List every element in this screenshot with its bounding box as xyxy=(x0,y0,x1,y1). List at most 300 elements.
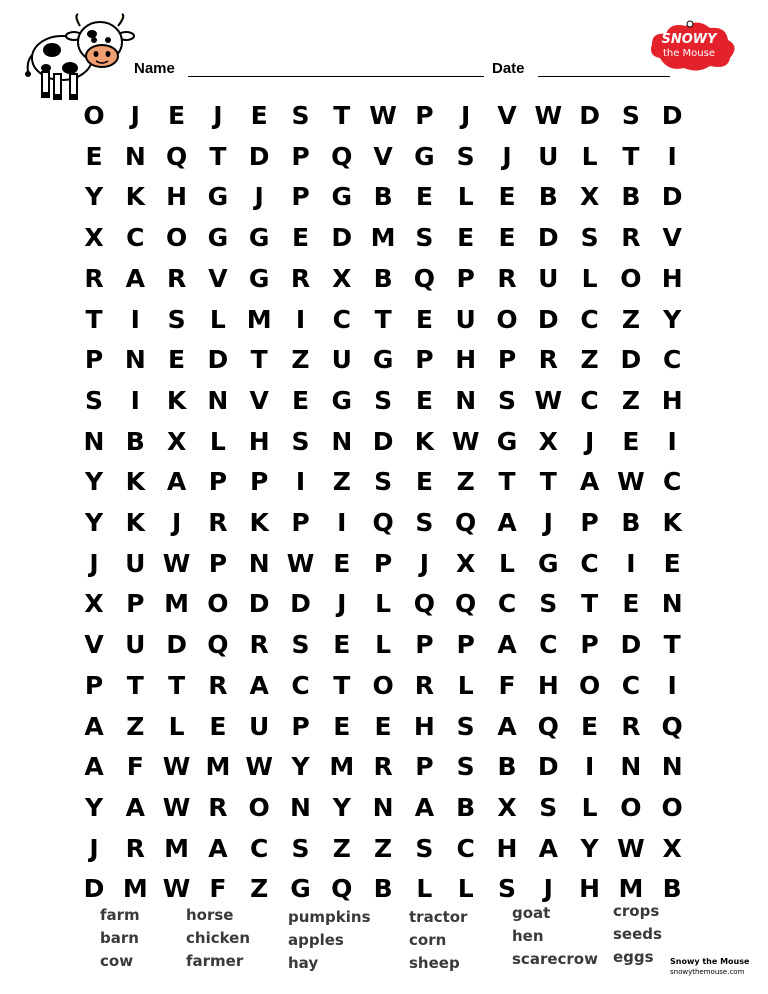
grid-letter[interactable]: N xyxy=(290,792,311,822)
grid-letter[interactable]: X xyxy=(456,548,476,578)
grid-letter[interactable]: P xyxy=(415,345,434,375)
grid-letter[interactable]: S xyxy=(415,223,434,253)
grid-letter[interactable]: S xyxy=(497,385,516,415)
grid-letter[interactable]: C xyxy=(580,304,599,334)
grid-letter[interactable]: X xyxy=(332,263,352,293)
grid-letter[interactable]: E xyxy=(333,630,351,660)
grid-letter[interactable]: A xyxy=(84,752,104,782)
grid-letter[interactable]: N xyxy=(83,426,105,456)
grid-letter[interactable]: K xyxy=(125,508,145,537)
grid-letter[interactable]: O xyxy=(578,670,601,700)
grid-letter[interactable]: O xyxy=(496,304,518,334)
grid-letter[interactable]: L xyxy=(168,711,185,741)
grid-letter[interactable]: V xyxy=(84,630,104,660)
grid-letter[interactable]: P xyxy=(84,670,104,700)
grid-letter[interactable]: E xyxy=(250,101,268,130)
grid-letter[interactable]: E xyxy=(415,385,433,415)
grid-letter[interactable]: L xyxy=(457,874,474,904)
grid-letter[interactable]: T xyxy=(333,101,351,130)
grid-letter[interactable]: W xyxy=(617,833,645,863)
grid-letter[interactable]: P xyxy=(208,548,228,578)
grid-letter[interactable]: I xyxy=(337,508,347,537)
grid-letter[interactable]: B xyxy=(373,182,393,212)
grid-letter[interactable]: S xyxy=(291,833,310,863)
grid-letter[interactable]: P xyxy=(456,263,475,293)
grid-letter[interactable]: Q xyxy=(165,141,188,171)
grid-letter[interactable]: W xyxy=(534,385,563,415)
grid-letter[interactable]: X xyxy=(166,426,187,456)
grid-letter[interactable]: H xyxy=(661,385,683,415)
grid-letter[interactable]: Q xyxy=(372,508,394,537)
grid-letter[interactable]: E xyxy=(622,589,640,619)
grid-letter[interactable]: E xyxy=(85,141,103,171)
grid-letter[interactable]: S xyxy=(415,508,434,537)
grid-letter[interactable]: A xyxy=(538,833,558,863)
grid-letter[interactable]: C xyxy=(663,345,682,375)
grid-letter[interactable]: U xyxy=(249,711,270,741)
grid-letter[interactable]: E xyxy=(168,345,186,375)
grid-letter[interactable]: I xyxy=(584,752,595,782)
grid-letter[interactable]: H xyxy=(166,182,188,212)
grid-letter[interactable]: J xyxy=(89,833,99,863)
grid-letter[interactable]: G xyxy=(538,548,559,578)
grid-letter[interactable]: I xyxy=(295,304,306,334)
grid-letter[interactable]: A xyxy=(497,630,517,660)
grid-letter[interactable]: Q xyxy=(331,874,353,904)
grid-letter[interactable]: P xyxy=(456,630,475,660)
grid-letter[interactable]: S xyxy=(539,792,558,822)
grid-letter[interactable]: Q xyxy=(661,711,683,741)
grid-letter[interactable]: S xyxy=(456,711,475,741)
grid-letter[interactable]: G xyxy=(248,223,270,253)
grid-letter[interactable]: D xyxy=(290,589,311,619)
grid-letter[interactable]: Q xyxy=(413,263,436,293)
grid-letter[interactable]: Z xyxy=(126,711,145,741)
grid-letter[interactable]: O xyxy=(372,670,394,700)
grid-letter[interactable]: D xyxy=(207,345,229,375)
grid-letter[interactable]: J xyxy=(461,101,471,130)
grid-letter[interactable]: S xyxy=(84,385,103,415)
grid-letter[interactable]: R xyxy=(621,223,641,253)
grid-letter[interactable]: J xyxy=(543,508,553,537)
grid-letter[interactable]: J xyxy=(89,548,99,578)
grid-letter[interactable]: D xyxy=(537,223,559,253)
grid-letter[interactable]: Q xyxy=(207,630,229,660)
grid-letter[interactable]: K xyxy=(125,182,145,212)
grid-letter[interactable]: N xyxy=(455,385,477,415)
grid-letter[interactable]: L xyxy=(375,630,392,660)
grid-letter[interactable]: S xyxy=(374,467,393,497)
grid-letter[interactable]: S xyxy=(291,101,310,130)
grid-letter[interactable]: J xyxy=(171,508,182,537)
grid-letter[interactable]: C xyxy=(126,223,145,253)
grid-letter[interactable]: Y xyxy=(663,304,682,334)
grid-letter[interactable]: H xyxy=(413,711,435,741)
grid-letter[interactable]: X xyxy=(84,589,104,619)
grid-letter[interactable]: N xyxy=(207,385,229,415)
grid-letter[interactable]: L xyxy=(209,426,226,456)
grid-letter[interactable]: S xyxy=(539,589,558,619)
grid-letter[interactable]: G xyxy=(496,426,518,456)
grid-letter[interactable]: I xyxy=(626,548,636,578)
grid-letter[interactable]: P xyxy=(415,101,434,130)
grid-letter[interactable]: W xyxy=(286,548,315,578)
grid-letter[interactable]: T xyxy=(498,467,516,497)
grid-letter[interactable]: H xyxy=(537,670,559,700)
grid-letter[interactable]: E xyxy=(581,711,599,741)
grid-letter[interactable]: I xyxy=(667,426,677,456)
grid-letter[interactable]: X xyxy=(497,792,517,822)
grid-letter[interactable]: I xyxy=(667,141,677,171)
grid-letter[interactable]: V xyxy=(662,223,682,253)
grid-letter[interactable]: B xyxy=(373,874,393,904)
grid-letter[interactable]: A xyxy=(84,711,104,741)
grid-letter[interactable]: P xyxy=(415,752,434,782)
grid-letter[interactable]: E xyxy=(333,548,351,578)
grid-letter[interactable]: M xyxy=(122,874,148,904)
grid-letter[interactable]: W xyxy=(245,752,273,782)
grid-letter[interactable]: S xyxy=(415,833,434,863)
grid-letter[interactable]: P xyxy=(291,508,310,537)
grid-letter[interactable]: S xyxy=(291,426,310,456)
grid-letter[interactable]: S xyxy=(456,141,475,171)
grid-letter[interactable]: M xyxy=(164,833,190,863)
grid-letter[interactable]: P xyxy=(580,508,599,537)
grid-letter[interactable]: J xyxy=(130,101,140,130)
grid-letter[interactable]: A xyxy=(125,792,145,822)
grid-letter[interactable]: V xyxy=(249,385,269,415)
grid-letter[interactable]: Q xyxy=(455,589,477,619)
grid-letter[interactable]: I xyxy=(130,385,140,415)
grid-letter[interactable]: S xyxy=(167,304,186,334)
grid-letter[interactable]: Q xyxy=(537,711,559,741)
grid-letter[interactable]: P xyxy=(497,345,517,375)
grid-letter[interactable]: S xyxy=(580,223,599,253)
grid-letter[interactable]: H xyxy=(579,874,601,904)
grid-letter[interactable]: C xyxy=(497,589,517,619)
grid-letter[interactable]: P xyxy=(291,711,310,741)
grid-letter[interactable]: N xyxy=(124,345,146,375)
grid-letter[interactable]: L xyxy=(581,263,598,293)
grid-letter[interactable]: C xyxy=(291,670,310,700)
grid-letter[interactable]: L xyxy=(457,182,474,212)
grid-letter[interactable]: G xyxy=(372,345,394,375)
grid-letter[interactable]: D xyxy=(83,874,105,904)
grid-letter[interactable]: H xyxy=(455,345,477,375)
grid-letter[interactable]: D xyxy=(661,182,683,212)
grid-letter[interactable]: Y xyxy=(291,752,310,782)
grid-letter[interactable]: G xyxy=(331,385,353,415)
grid-letter[interactable]: H xyxy=(496,833,518,863)
grid-letter[interactable]: D xyxy=(620,630,642,660)
grid-letter[interactable]: W xyxy=(534,101,563,130)
grid-letter[interactable]: J xyxy=(543,874,553,904)
grid-letter[interactable]: O xyxy=(165,223,188,253)
grid-letter[interactable]: C xyxy=(539,630,558,660)
grid-letter[interactable]: U xyxy=(538,263,559,293)
grid-letter[interactable]: S xyxy=(291,630,310,660)
grid-letter[interactable]: C xyxy=(332,304,351,334)
grid-letter[interactable]: P xyxy=(291,182,310,212)
grid-letter[interactable]: E xyxy=(498,182,516,212)
grid-letter[interactable]: V xyxy=(373,141,393,171)
grid-letter[interactable]: X xyxy=(579,182,600,212)
grid-letter[interactable]: P xyxy=(84,345,104,375)
grid-letter[interactable]: P xyxy=(126,589,145,619)
grid-letter[interactable]: V xyxy=(208,263,228,293)
grid-letter[interactable]: L xyxy=(375,589,392,619)
grid-letter[interactable]: R xyxy=(373,752,393,782)
grid-letter[interactable]: M xyxy=(618,874,644,904)
grid-letter[interactable]: A xyxy=(497,508,517,537)
grid-letter[interactable]: A xyxy=(208,833,228,863)
grid-letter[interactable]: O xyxy=(661,792,683,822)
grid-letter[interactable]: U xyxy=(125,548,146,578)
grid-letter[interactable]: T xyxy=(126,670,144,700)
grid-letter[interactable]: U xyxy=(538,141,559,171)
grid-letter[interactable]: Y xyxy=(84,467,104,497)
name-line[interactable] xyxy=(188,76,484,77)
grid-letter[interactable]: N xyxy=(124,141,146,171)
grid-letter[interactable]: N xyxy=(661,752,683,782)
grid-letter[interactable]: P xyxy=(415,630,434,660)
grid-letter[interactable]: G xyxy=(290,874,311,904)
grid-letter[interactable]: K xyxy=(414,426,435,456)
grid-letter[interactable]: L xyxy=(209,304,226,334)
grid-letter[interactable]: Y xyxy=(84,792,104,822)
grid-letter[interactable]: D xyxy=(661,101,683,130)
grid-letter[interactable]: B xyxy=(662,874,682,904)
grid-letter[interactable]: R xyxy=(208,792,228,822)
grid-letter[interactable]: B xyxy=(373,263,393,293)
grid-letter[interactable]: T xyxy=(374,304,392,334)
grid-letter[interactable]: T xyxy=(663,630,681,660)
grid-letter[interactable]: J xyxy=(254,182,264,212)
grid-letter[interactable]: P xyxy=(291,141,310,171)
grid-letter[interactable]: J xyxy=(502,141,512,171)
grid-letter[interactable]: L xyxy=(499,548,515,578)
grid-letter[interactable]: T xyxy=(581,589,599,619)
grid-letter[interactable]: L xyxy=(416,874,433,904)
grid-letter[interactable]: X xyxy=(662,833,682,863)
grid-letter[interactable]: B xyxy=(456,792,476,822)
grid-letter[interactable]: E xyxy=(209,711,227,741)
grid-letter[interactable]: O xyxy=(620,263,642,293)
grid-letter[interactable]: B xyxy=(621,182,641,212)
grid-letter[interactable]: E xyxy=(663,548,681,578)
grid-letter[interactable]: D xyxy=(620,345,642,375)
grid-letter[interactable]: D xyxy=(248,141,270,171)
grid-letter[interactable]: X xyxy=(84,223,104,253)
grid-letter[interactable]: R xyxy=(84,263,104,293)
grid-letter[interactable]: T xyxy=(333,670,351,700)
grid-letter[interactable]: N xyxy=(331,426,353,456)
grid-letter[interactable]: X xyxy=(538,426,558,456)
grid-letter[interactable]: G xyxy=(414,141,435,171)
grid-letter[interactable]: Y xyxy=(580,833,599,863)
grid-letter[interactable]: Y xyxy=(84,508,104,537)
date-line[interactable] xyxy=(538,76,670,77)
grid-letter[interactable]: W xyxy=(162,874,191,904)
grid-letter[interactable]: F xyxy=(209,874,227,904)
grid-letter[interactable]: G xyxy=(331,182,353,212)
grid-letter[interactable]: B xyxy=(621,508,641,537)
grid-letter[interactable]: N xyxy=(620,752,642,782)
grid-letter[interactable]: W xyxy=(369,101,397,130)
grid-letter[interactable]: Z xyxy=(621,385,640,415)
grid-letter[interactable]: Z xyxy=(291,345,310,375)
grid-letter[interactable]: M xyxy=(329,752,355,782)
grid-letter[interactable]: M xyxy=(246,304,272,334)
grid-letter[interactable]: A xyxy=(497,711,517,741)
grid-letter[interactable]: Z xyxy=(332,467,351,497)
grid-letter[interactable]: R xyxy=(414,670,435,700)
grid-letter[interactable]: E xyxy=(622,426,640,456)
grid-letter[interactable]: E xyxy=(291,223,310,253)
grid-letter[interactable]: R xyxy=(208,508,228,537)
grid-letter[interactable]: E xyxy=(168,101,186,130)
grid-letter[interactable]: D xyxy=(372,426,394,456)
grid-letter[interactable]: E xyxy=(333,711,351,741)
grid-letter[interactable]: E xyxy=(291,385,310,415)
grid-letter[interactable]: D xyxy=(579,101,600,130)
grid-letter[interactable]: M xyxy=(205,752,231,782)
grid-letter[interactable]: T xyxy=(209,141,227,171)
grid-letter[interactable]: W xyxy=(162,752,191,782)
grid-letter[interactable]: S xyxy=(621,101,640,130)
grid-letter[interactable]: R xyxy=(538,345,558,375)
grid-letter[interactable]: D xyxy=(166,630,187,660)
grid-letter[interactable]: T xyxy=(539,467,557,497)
grid-letter[interactable]: B xyxy=(497,752,517,782)
grid-letter[interactable]: O xyxy=(248,792,270,822)
grid-letter[interactable]: A xyxy=(125,263,145,293)
grid-letter[interactable]: E xyxy=(457,223,475,253)
grid-letter[interactable]: R xyxy=(166,263,187,293)
grid-letter[interactable]: G xyxy=(207,223,229,253)
grid-letter[interactable]: C xyxy=(580,385,599,415)
grid-letter[interactable]: K xyxy=(125,467,145,497)
grid-letter[interactable]: R xyxy=(249,630,269,660)
grid-letter[interactable]: T xyxy=(168,670,186,700)
grid-letter[interactable]: D xyxy=(537,304,559,334)
grid-letter[interactable]: O xyxy=(207,589,229,619)
grid-letter[interactable]: D xyxy=(331,223,353,253)
grid-letter[interactable]: O xyxy=(620,792,642,822)
grid-letter[interactable]: Z xyxy=(332,833,351,863)
grid-letter[interactable]: J xyxy=(337,589,347,619)
grid-letter[interactable]: H xyxy=(248,426,270,456)
grid-letter[interactable]: A xyxy=(249,670,269,700)
grid-letter[interactable]: Z xyxy=(580,345,599,375)
grid-letter[interactable]: Z xyxy=(621,304,640,334)
grid-letter[interactable]: B xyxy=(125,426,145,456)
grid-letter[interactable]: D xyxy=(248,589,270,619)
grid-letter[interactable]: M xyxy=(370,223,396,253)
grid-letter[interactable]: H xyxy=(661,263,683,293)
grid-letter[interactable]: E xyxy=(415,304,433,334)
grid-letter[interactable]: E xyxy=(374,711,392,741)
grid-letter[interactable]: W xyxy=(617,467,645,497)
grid-letter[interactable]: N xyxy=(661,589,683,619)
grid-letter[interactable]: L xyxy=(457,670,474,700)
grid-letter[interactable]: E xyxy=(415,467,433,497)
grid-letter[interactable]: F xyxy=(498,670,516,700)
grid-letter[interactable]: P xyxy=(250,467,269,497)
grid-letter[interactable]: O xyxy=(83,101,105,130)
grid-letter[interactable]: S xyxy=(456,752,475,782)
grid-letter[interactable]: A xyxy=(414,792,435,822)
grid-letter[interactable]: I xyxy=(667,670,677,700)
grid-letter[interactable]: C xyxy=(456,833,475,863)
grid-letter[interactable]: Z xyxy=(456,467,475,497)
grid-letter[interactable]: A xyxy=(166,467,187,497)
grid-letter[interactable]: I xyxy=(295,467,306,497)
grid-letter[interactable]: G xyxy=(248,263,270,293)
grid-letter[interactable]: R xyxy=(208,670,228,700)
grid-letter[interactable]: R xyxy=(125,833,145,863)
grid-letter[interactable]: R xyxy=(621,711,641,741)
grid-letter[interactable]: G xyxy=(207,182,229,212)
grid-letter[interactable]: Q xyxy=(413,589,436,619)
grid-letter[interactable]: B xyxy=(538,182,558,212)
grid-letter[interactable]: T xyxy=(250,345,268,375)
grid-letter[interactable]: Q xyxy=(331,141,353,171)
grid-letter[interactable]: J xyxy=(419,548,430,578)
grid-letter[interactable]: W xyxy=(162,548,191,578)
grid-letter[interactable]: L xyxy=(581,792,598,822)
grid-letter[interactable]: C xyxy=(621,670,641,700)
grid-letter[interactable]: E xyxy=(498,223,516,253)
grid-letter[interactable]: Z xyxy=(374,833,393,863)
grid-letter[interactable]: U xyxy=(125,630,146,660)
grid-letter[interactable]: U xyxy=(331,345,352,375)
grid-letter[interactable]: F xyxy=(126,752,144,782)
grid-letter[interactable]: A xyxy=(579,467,600,497)
grid-letter[interactable]: P xyxy=(580,630,599,660)
grid-letter[interactable]: V xyxy=(497,101,517,130)
grid-letter[interactable]: S xyxy=(497,874,516,904)
grid-letter[interactable]: Q xyxy=(455,508,477,537)
grid-letter[interactable]: R xyxy=(290,263,311,293)
grid-letter[interactable]: C xyxy=(663,467,682,497)
grid-letter[interactable]: P xyxy=(208,467,228,497)
grid-letter[interactable]: E xyxy=(415,182,433,212)
grid-letter[interactable]: T xyxy=(622,141,640,171)
grid-letter[interactable]: M xyxy=(164,589,190,619)
grid-letter[interactable]: Z xyxy=(250,874,269,904)
grid-letter[interactable]: W xyxy=(451,426,480,456)
grid-letter[interactable]: Y xyxy=(332,792,351,822)
grid-letter[interactable]: J xyxy=(584,426,595,456)
grid-letter[interactable]: J xyxy=(213,101,223,130)
grid-letter[interactable]: K xyxy=(166,385,187,415)
grid-letter[interactable]: T xyxy=(85,304,103,334)
grid-letter[interactable]: U xyxy=(455,304,476,334)
grid-letter[interactable]: L xyxy=(581,141,598,171)
grid-letter[interactable]: D xyxy=(537,752,559,782)
grid-letter[interactable]: R xyxy=(497,263,517,293)
grid-letter[interactable]: S xyxy=(374,385,393,415)
grid-letter[interactable]: W xyxy=(162,792,191,822)
grid-letter[interactable]: Y xyxy=(84,182,104,212)
grid-letter[interactable]: P xyxy=(373,548,393,578)
grid-letter[interactable]: N xyxy=(372,792,394,822)
grid-letter[interactable]: N xyxy=(248,548,270,578)
grid-letter[interactable]: I xyxy=(130,304,140,334)
grid-letter[interactable]: C xyxy=(250,833,269,863)
grid-letter[interactable]: C xyxy=(580,548,599,578)
